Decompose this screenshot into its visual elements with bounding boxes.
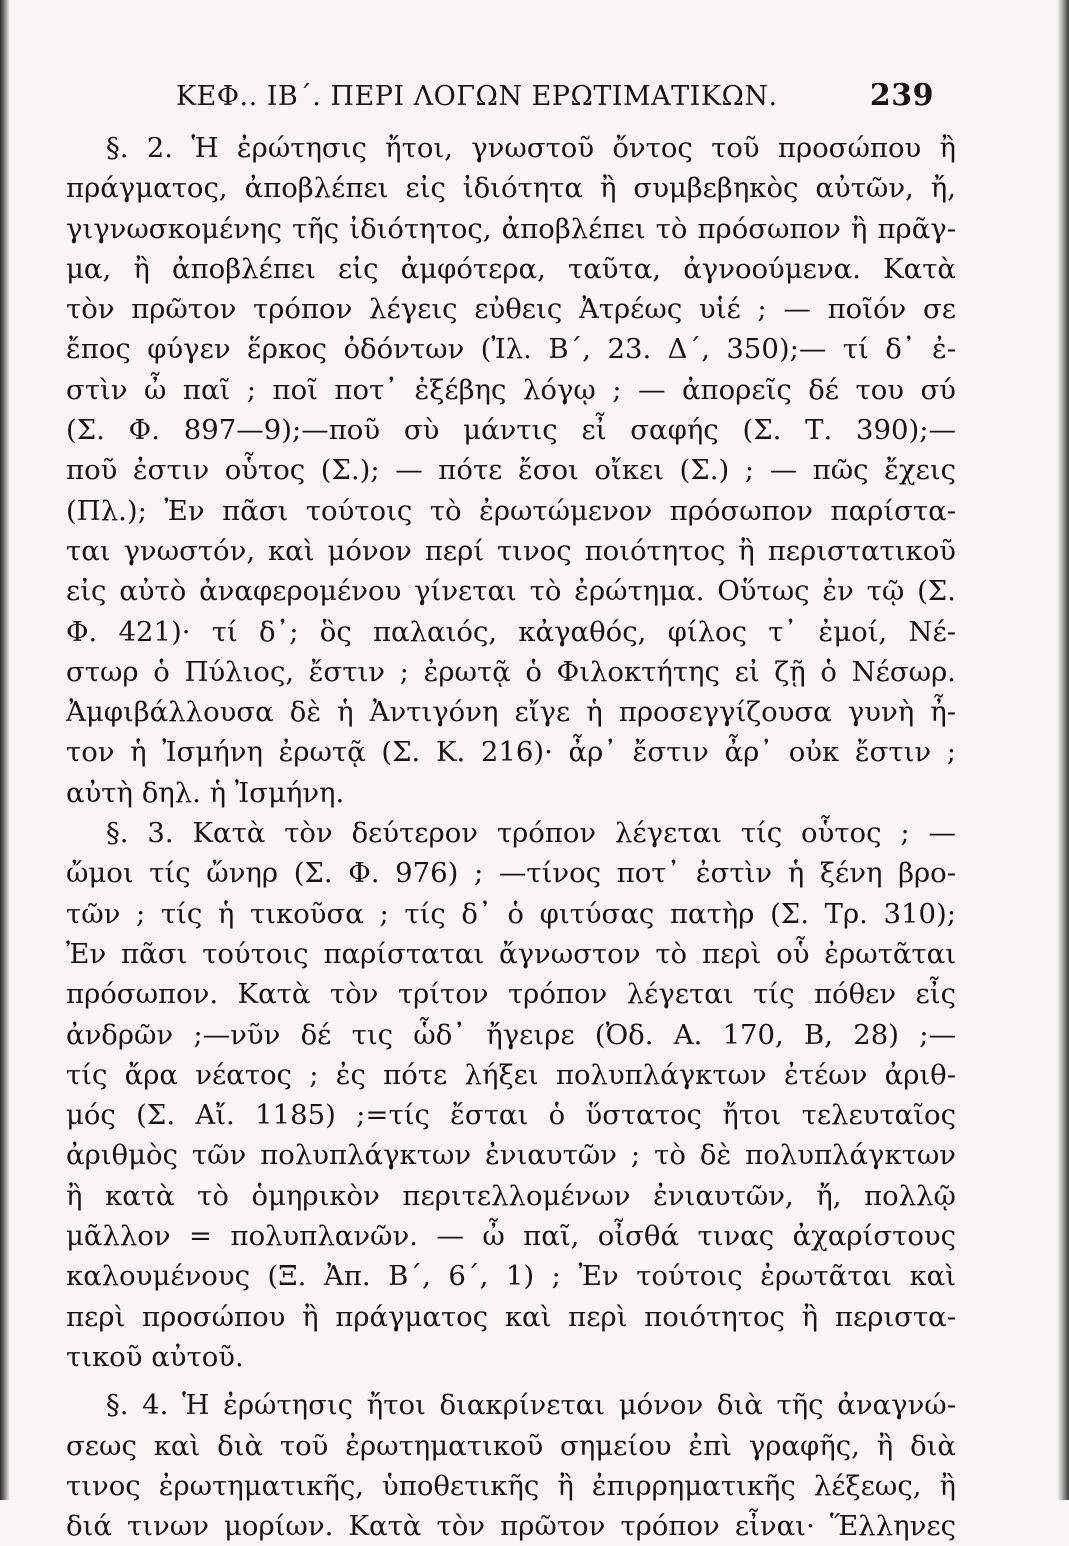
text-line: πρόσωπον. Κατὰ τὸν τρίτον τρόπον λέγεται τίς πόθεν εἶς <box>66 978 956 1011</box>
text-line: τίς ἄρα νέατος ; ἐς πότε λήξει πολυπλάγκτων ἐτέων ἀριθ- <box>66 1058 956 1091</box>
text-line: §. 4. Ἡ ἐρώτησις ἤτοι διακρίνεται μόνον διὰ τῆς ἀναγνώ- <box>106 1389 956 1422</box>
text-line: μᾶλλον = πολυπλανῶν. — ὦ παῖ, οἶσθά τινας ἀχαρίστους <box>66 1220 956 1253</box>
text-line: (Σ. Φ. 897—9);—ποῦ σὺ μάντις εἶ σαφής (Σ. Τ. 390);— <box>66 414 956 447</box>
text-line: τινος ἐρωτηματικῆς, ὑποθετικῆς ἢ ἐπιρρηματικῆς λέξεως, ἢ <box>66 1469 956 1502</box>
text-line: §. 3. Κατὰ τὸν δεύτερον τρόπον λέγεται τίς οὗτος ; — <box>106 817 956 850</box>
text-line: Ἐν πᾶσι τούτοις παρίσταται ἄγνωστον τὸ περὶ οὗ ἐρωτᾶται <box>66 937 956 970</box>
text-line: τικοῦ αὐτοῦ. <box>66 1340 244 1373</box>
text-line: καλουμένους (Ξ. Ἀπ. Β΄, 6΄, 1) ; Ἐν τούτοις ἐρωτᾶται καὶ <box>66 1260 956 1293</box>
page-header <box>176 78 934 113</box>
text-line: διά τινων μορίων. Κατὰ τὸν πρῶτον τρόπον εἶναι· Ἕλληνες <box>66 1510 956 1543</box>
text-line: μός (Σ. Αἴ. 1185) ;=τίς ἔσται ὁ ὕστατος ἤτοι τελευταῖος <box>66 1099 956 1132</box>
text-line: ὤμοι τίς ὤνηρ (Σ. Φ. 976) ; —τίνος ποτ᾽ ἐστὶν ἡ ξένη βρο- <box>66 857 956 890</box>
text-line: ποῦ ἐστιν οὗτος (Σ.); — πότε ἔσοι οἴκει (Σ.) ; — πῶς ἔχεις <box>66 454 956 487</box>
text-line: πράγματος, ἀποβλέπει εἰς ἰδιότητα ἢ συμβεβηκὸς αὐτῶν, ἤ, <box>66 172 956 205</box>
text-line: εἰς αὐτὸ ἀναφερομένου γίνεται τὸ ἐρώτημα. Οὕτως ἐν τῷ (Σ. <box>66 575 956 608</box>
text-line: μα, ἢ ἀποβλέπει εἰς ἀμφότερα, ταῦτα, ἀγνοούμενα. Κατὰ <box>66 252 956 285</box>
text-line: §. 2. Ἡ ἐρώτησις ἤτοι, γνωστοῦ ὄντος τοῦ προσώπου ἢ <box>106 132 956 164</box>
text-line: ται γνωστόν, καὶ μόνον περί τινος ποιότητος ἢ περιστατικοῦ <box>66 534 956 567</box>
page-number: 239 <box>869 78 934 113</box>
text-line: αὐτὴ δηλ. ἡ Ἰσμήνη. <box>66 776 345 809</box>
text-line: ἢ κατὰ τὸ ὁμηρικὸν περιτελλομένων ἐνιαυτῶν, ἤ, πολλῷ <box>66 1179 956 1212</box>
text-line: Ἀμφιβάλλουσα δὲ ἡ Ἀντιγόνη εἴγε ἡ προσεγγίζουσα γυνὴ ἦ- <box>66 696 956 729</box>
running-title: ΚΕΦ.. ΙΒ΄. ΠΕΡΙ ΛΟΓΩΝ ΕΡΩΤΙΜΑΤΙΚΩΝ. <box>176 81 778 112</box>
text-line: γιγνωσκομένης τῆς ἰδιότητος, ἀποβλέπει τὸ πρόσωπον ἢ πρᾶγ- <box>66 212 956 245</box>
text-line: τον ἡ Ἰσμήνη ἐρωτᾷ (Σ. Κ. 216)· ἆρ᾽ ἔστιν ἆρ᾽ οὐκ ἔστιν ; <box>66 736 956 769</box>
text-line: ἀριθμὸς τῶν πολυπλάγκτων ἐνιαυτῶν ; τὸ δὲ πολυπλάγκτων <box>66 1139 956 1172</box>
text-line: στὶν ὦ παῖ ; ποῖ ποτ᾽ ἐξέβης λόγῳ ; — ἀπορεῖς δέ του σύ <box>66 373 956 406</box>
text-line: ἀνδρῶν ;—νῦν δέ τις ὧδ᾽ ἤγειρε (Ὀδ. Α. 170, Β, 28) ;— <box>66 1018 956 1051</box>
body-text <box>66 128 956 1546</box>
text-line: στωρ ὁ Πύλιος, ἔστιν ; ἐρωτᾷ ὁ Φιλοκτήτης εἰ ζῇ ὁ Νέσωρ. <box>66 655 956 688</box>
text-line: Φ. 421)· τί δ᾽; ὃς παλαιός, κἀγαθός, φίλος τ᾽ ἐμοί, Νέ- <box>66 615 956 648</box>
text-line: ἔπος φύγεν ἕρκος ὀδόντων (Ἰλ. Β΄, 23. Δ΄, 350);— τί δ᾽ ἐ- <box>66 333 956 366</box>
text-line: σεως καὶ διὰ τοῦ ἐρωτηματικοῦ σημείου ἐπὶ γραφῆς, ἢ διὰ <box>66 1429 956 1462</box>
text-line: περὶ προσώπου ἢ πράγματος καὶ περὶ ποιότητος ἢ περιστα- <box>66 1300 956 1333</box>
text-line: τῶν ; τίς ἡ τικοῦσα ; τίς δ᾽ ὁ φιτύσας πατὴρ (Σ. Τρ. 310); <box>66 897 956 930</box>
text-line: τὸν πρῶτον τρόπον λέγεις εὐθεις Ἀτρέως υἱέ ; — ποῖόν σε <box>66 293 956 326</box>
text-line: (Πλ.); Ἐν πᾶσι τούτοις τὸ ἐρωτώμενον πρόσωπον παρίστα- <box>66 494 956 527</box>
